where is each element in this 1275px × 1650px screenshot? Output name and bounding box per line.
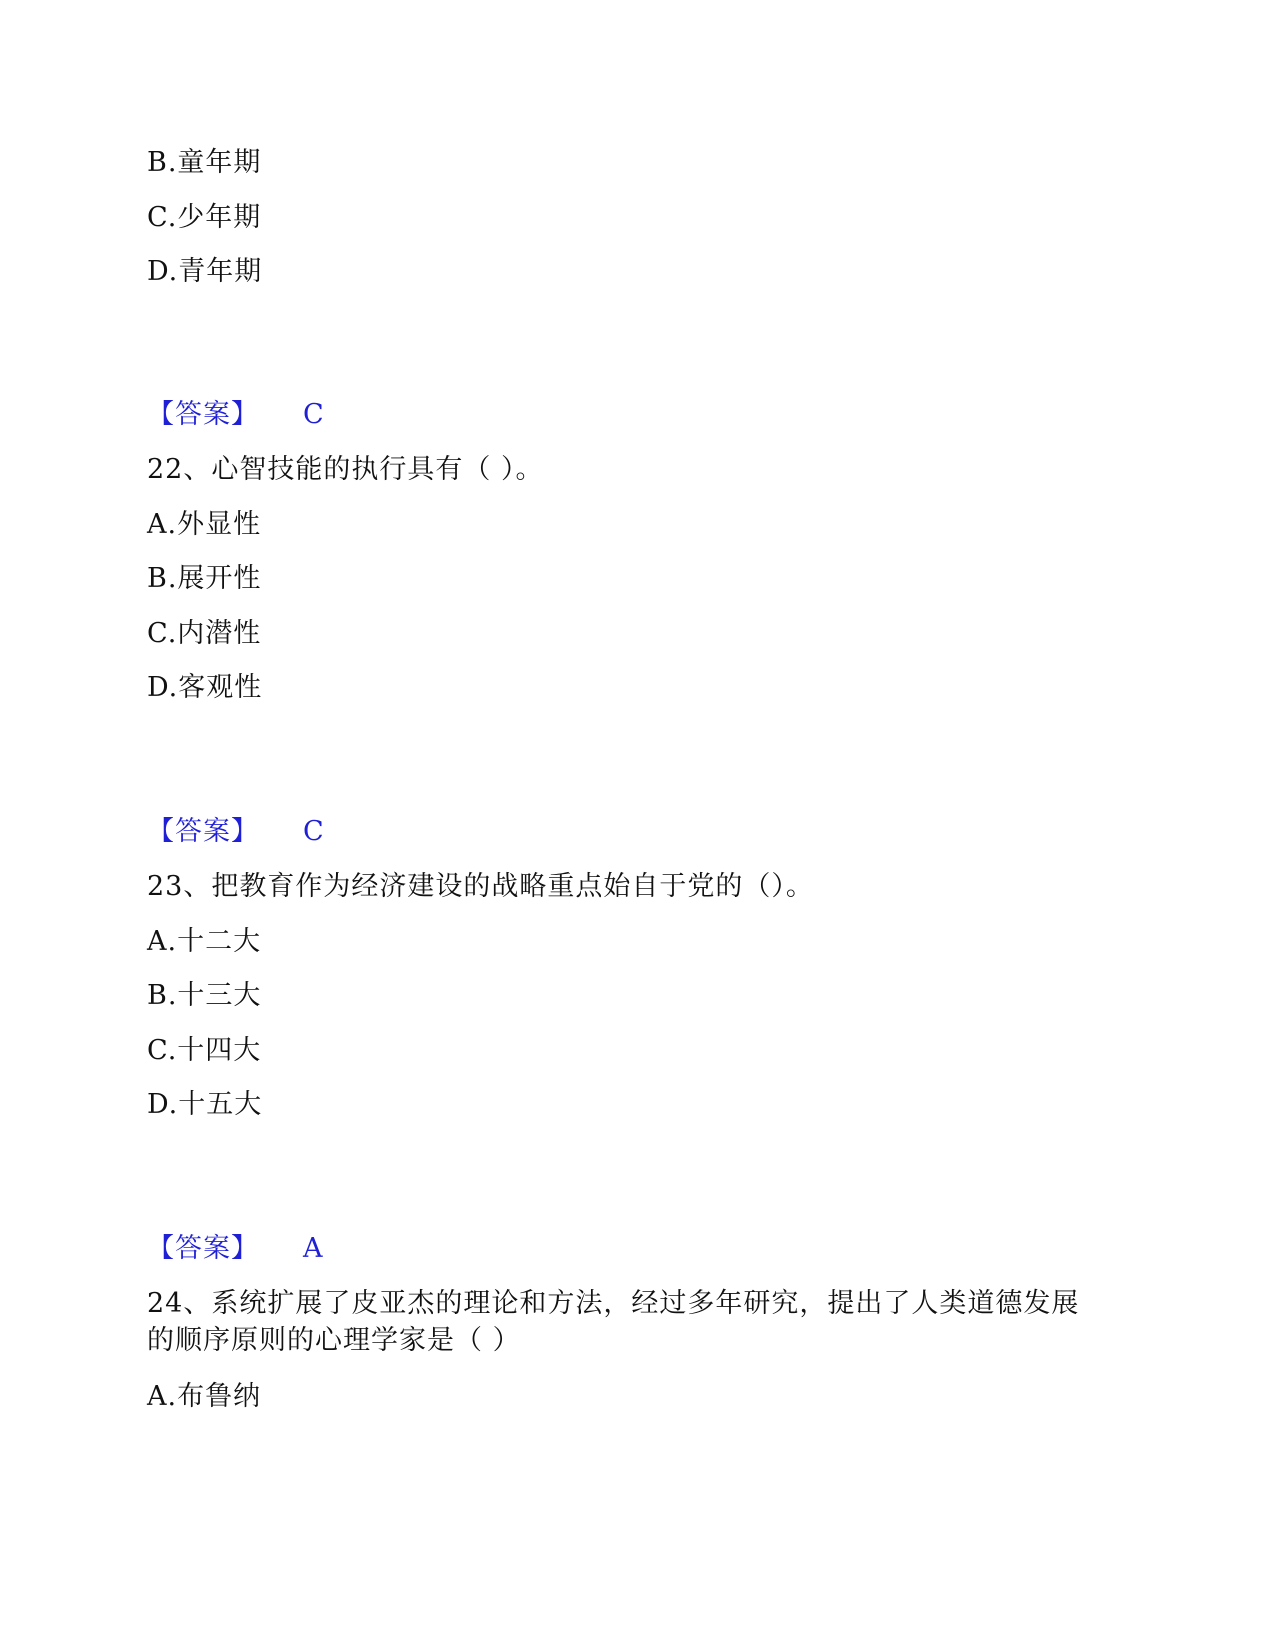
q21-option-d: D.青年期 (147, 256, 263, 287)
q24-option-a: A.布鲁纳 (147, 1381, 262, 1412)
q21-answer (147, 397, 325, 433)
q23-option-a: A.十二大 (147, 926, 262, 957)
q22-option-d: D.客观性 (147, 672, 263, 703)
q23-option-c: C.十四大 (147, 1035, 262, 1066)
q22-answer-label: 【答案】 (147, 816, 259, 847)
q21-answer-value: C (303, 399, 325, 430)
q23-answer (147, 1231, 324, 1267)
q23-question: 23、把教育作为经济建设的战略重点始自于党的（）。 (147, 871, 814, 902)
q24-question-line-2: 的顺序原则的心理学家是（ ） (147, 1325, 521, 1356)
q22-question: 22、心智技能的执行具有（ ）。 (147, 454, 544, 485)
q22-option-c: C.内潜性 (147, 618, 262, 649)
q23-answer-value: A (303, 1233, 324, 1264)
q23-answer-label: 【答案】 (147, 1233, 259, 1264)
q23-option-d: D.十五大 (147, 1089, 263, 1120)
q23-option-b: B.十三大 (147, 980, 262, 1011)
q21-answer-label: 【答案】 (147, 399, 259, 430)
q21-option-b: B.童年期 (147, 147, 262, 178)
q22-answer-value: C (303, 816, 325, 847)
q21-option-c: C.少年期 (147, 202, 262, 233)
q22-option-b: B.展开性 (147, 563, 262, 594)
q22-answer (147, 814, 325, 850)
q24-question-line-1: 24、系统扩展了皮亚杰的理论和方法，经过多年研究，提出了人类道德发展 (147, 1288, 1080, 1319)
q22-option-a: A.外显性 (147, 509, 262, 540)
